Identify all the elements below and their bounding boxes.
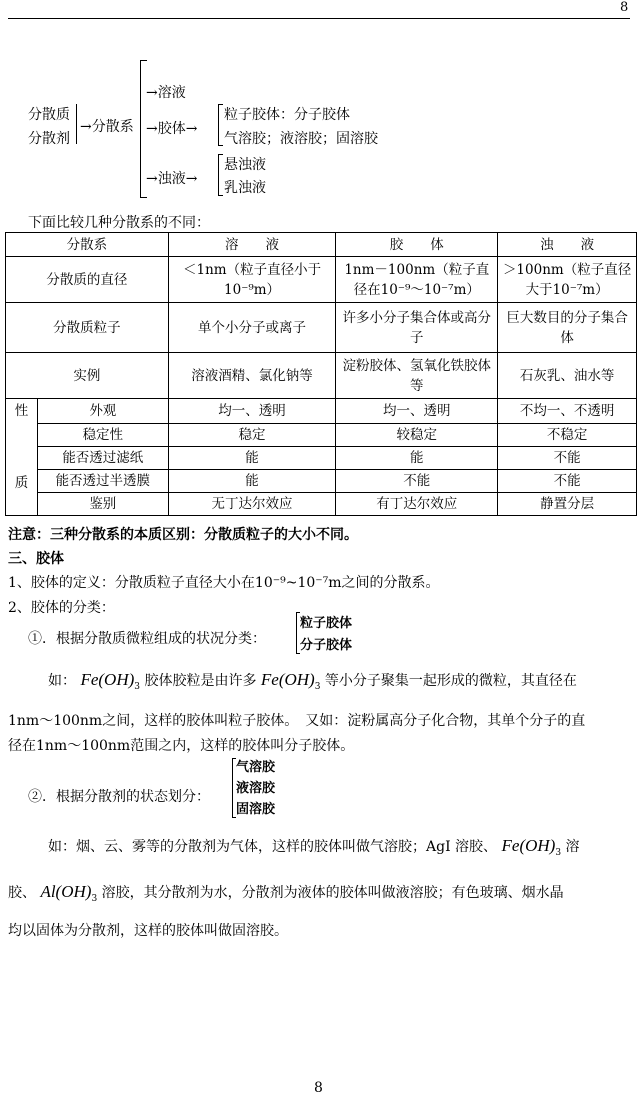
- formula-feoh3: Fe(OH): [501, 836, 556, 855]
- example-1-prefix: 如：: [48, 673, 76, 689]
- formula-subscript: 3: [555, 847, 562, 858]
- table-cell: 不能: [336, 470, 498, 493]
- row-label: 分散质粒子: [6, 303, 169, 353]
- table-row: [6, 447, 637, 470]
- branch-turbid: →浊液→: [146, 171, 198, 187]
- header-page-number: 8: [620, 0, 629, 15]
- example-2-tail: 溶: [565, 839, 580, 855]
- left-term-1: 分散质: [28, 107, 70, 123]
- row-label: 能否透过滤纸: [37, 447, 168, 470]
- table-cell: 不能: [498, 470, 637, 493]
- formula-feoh3: Fe(OH): [260, 670, 315, 689]
- table-cell: 溶液酒精、氯化钠等: [168, 353, 336, 399]
- header-cell: 浊 液: [498, 233, 637, 257]
- colloid-classification: 2、胶体的分类：: [8, 600, 115, 616]
- row-label: 稳定性: [37, 424, 168, 447]
- formula-subscript: 3: [134, 681, 140, 692]
- formula-aloh3: Al(OH): [40, 882, 92, 901]
- left-bracket: [76, 104, 77, 144]
- turbid-sub-1: 悬浊液: [224, 157, 266, 173]
- example-1-mid: 胶体胶粒是由许多: [144, 673, 257, 689]
- table-cell: ＞100nm（粒子直径大于10⁻⁷m）: [498, 257, 637, 303]
- classification-item-1: ①．根据分散质微粒组成的状况分类：: [28, 631, 266, 647]
- dispersion-system-label: →分散系: [80, 119, 134, 135]
- table-row: [6, 353, 637, 399]
- table-cell: 能: [168, 447, 336, 470]
- property-label: [6, 399, 38, 516]
- table-row: [6, 493, 637, 516]
- table-intro: 下面比较几种分散系的不同：: [28, 215, 210, 231]
- table-cell: 不能: [498, 447, 637, 470]
- header-rule: [8, 18, 630, 19]
- colloid-bracket: [218, 104, 223, 146]
- formula-subscript: 3: [314, 681, 321, 692]
- table-cell: 石灰乳、油水等: [498, 353, 637, 399]
- header-cell: 胶 体: [336, 233, 498, 257]
- property-label-bottom: 质: [14, 475, 29, 491]
- example-2-mid: 溶胶，其分散剂为水，分散剂为液体的胶体叫做液溶胶；有色玻璃、烟水晶: [101, 885, 564, 901]
- table-cell: 淀粉胶体、氢氧化铁胶体等: [336, 353, 498, 399]
- branch-colloid: →胶体→: [146, 121, 198, 137]
- example-2-line-3: 均以固体为分散剂，这样的胶体叫做固溶胶。: [8, 923, 288, 939]
- table-cell: 巨大数目的分子集合体: [498, 303, 637, 353]
- table-cell: 均一、透明: [168, 399, 336, 424]
- example-1-line-1: [48, 670, 577, 692]
- classification-item-2: ②．根据分散剂的状态划分：: [28, 789, 210, 805]
- colloid-sub-2: 气溶胶；液溶胶；固溶胶: [224, 131, 378, 147]
- example-2-line-1: [48, 836, 580, 858]
- footer-page-number: 8: [314, 1080, 323, 1096]
- note: 注意：三种分散系的本质区别：分散质粒子的大小不同。: [8, 527, 358, 543]
- example-1-end: 等小分子聚集一起形成的微粒，其直径在: [324, 673, 577, 689]
- property-label-top: 性: [14, 403, 29, 419]
- table-header-row: [6, 233, 637, 257]
- example-2-line-2: [8, 882, 564, 904]
- table-cell: 不均一、不透明: [498, 399, 637, 424]
- table-cell: 无丁达尔效应: [168, 493, 336, 516]
- example-1-line-2: 1nm～100nm之间，这样的胶体叫粒子胶体。 又如：淀粉属高分子化合物，其单个分子的直: [8, 713, 586, 729]
- header-cell: 分散系: [6, 233, 169, 257]
- table-row: [6, 470, 637, 493]
- table-row: [6, 399, 637, 424]
- item2-option-1: 气溶胶: [236, 760, 276, 775]
- comparison-table: [5, 232, 637, 516]
- row-label: 实例: [6, 353, 169, 399]
- turbid-bracket: [218, 154, 223, 196]
- row-label: 能否透过半透膜: [37, 470, 168, 493]
- branch-solution: →溶液: [146, 85, 186, 101]
- colloid-sub-1: 粒子胶体：分子胶体: [224, 107, 350, 123]
- item1-option-1: 粒子胶体: [300, 616, 353, 631]
- table-cell: ＜1nm（粒子直径小于10⁻⁹m）: [168, 257, 336, 303]
- formula-subscript: 3: [91, 893, 98, 904]
- formula-feoh3: Fe(OH): [80, 670, 135, 689]
- colloid-definition: 1、胶体的定义：分散质粒子直径大小在10⁻⁹~10⁻⁷m之间的分散系。: [8, 575, 440, 591]
- item1-option-2: 分子胶体: [300, 638, 353, 653]
- table-cell: 稳定: [168, 424, 336, 447]
- row-label: 分散质的直径: [6, 257, 169, 303]
- row-label: 外观: [37, 399, 168, 424]
- table-cell: 静置分层: [498, 493, 637, 516]
- table-cell: 能: [336, 447, 498, 470]
- table-cell: 较稳定: [336, 424, 498, 447]
- turbid-sub-2: 乳浊液: [224, 180, 266, 196]
- item2-option-3: 固溶胶: [236, 802, 276, 817]
- table-row: [6, 257, 637, 303]
- table-cell: 有丁达尔效应: [336, 493, 498, 516]
- left-term-2: 分散剂: [28, 131, 70, 147]
- table-cell: 均一、透明: [336, 399, 498, 424]
- item2-option-2: 液溶胶: [236, 781, 276, 796]
- example-1-line-3: 径在1nm～100nm范围之内，这样的胶体叫分子胶体。: [8, 738, 355, 754]
- table-cell: 不稳定: [498, 424, 637, 447]
- example-2-prefix: 胶、: [8, 885, 36, 901]
- table-cell: 能: [168, 470, 336, 493]
- table-row: [6, 303, 637, 353]
- table-row: [6, 424, 637, 447]
- table-cell: 许多小分子集合体或高分子: [336, 303, 498, 353]
- header-cell: 溶 液: [168, 233, 336, 257]
- section-title: 三、胶体: [8, 551, 64, 567]
- table-cell: 单个小分子或离子: [168, 303, 336, 353]
- example-2-text: 如：烟、云、雾等的分散剂为气体，这样的胶体叫做气溶胶；AgI 溶胶、: [48, 839, 498, 855]
- row-label: 鉴别: [37, 493, 168, 516]
- table-cell: 1nm－100nm（粒子直径在10⁻⁹～10⁻⁷m）: [336, 257, 498, 303]
